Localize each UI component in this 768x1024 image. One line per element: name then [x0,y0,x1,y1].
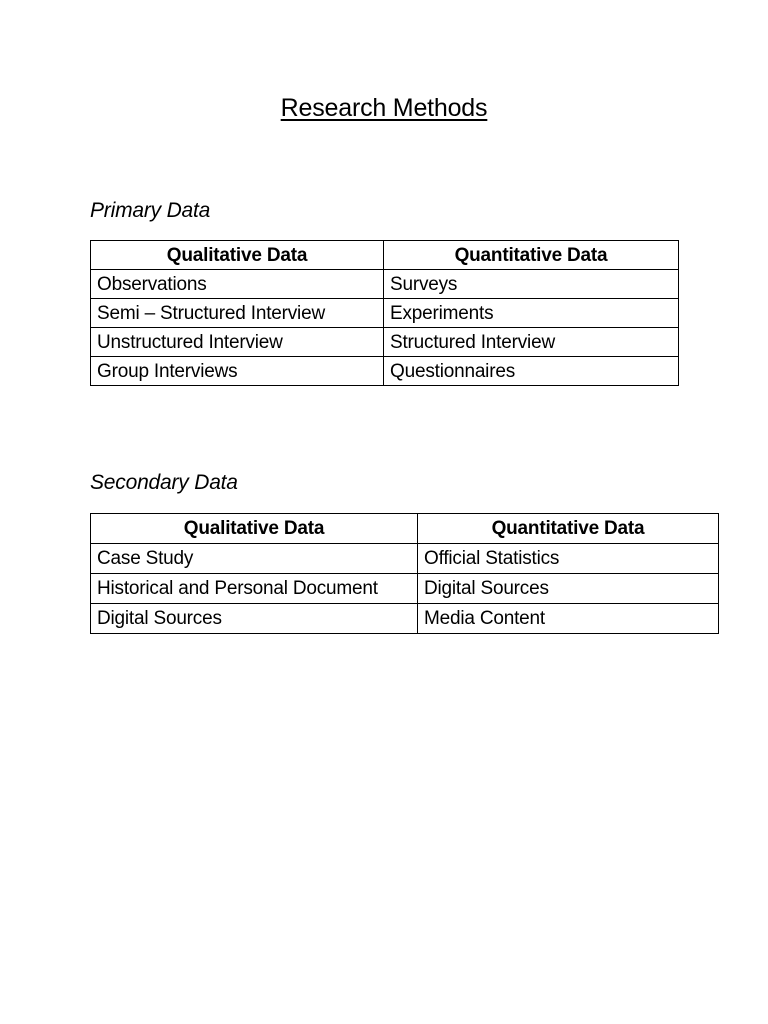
qualitative-cell: Unstructured Interview [91,328,384,357]
quantitative-cell: Experiments [384,299,679,328]
qualitative-cell: Semi – Structured Interview [91,299,384,328]
document-title: Research Methods [280,94,488,122]
qualitative-cell: Observations [91,270,384,299]
quantitative-cell: Surveys [384,270,679,299]
quantitative-cell: Digital Sources [418,574,719,604]
table-row [91,544,719,574]
quantitative-cell: Official Statistics [418,544,719,574]
qualitative-cell: Case Study [91,544,418,574]
column-header-qualitative: Qualitative Data [91,241,384,270]
table-row [91,574,719,604]
qualitative-cell: Digital Sources [91,604,418,634]
table-header-row [91,514,719,544]
table-header-row [91,241,679,270]
primary-data-table [90,240,679,386]
quantitative-cell: Media Content [418,604,719,634]
quantitative-cell: Structured Interview [384,328,679,357]
secondary-data-heading: Secondary Data [90,471,238,494]
column-header-quantitative: Quantitative Data [384,241,679,270]
column-header-qualitative: Qualitative Data [91,514,418,544]
secondary-data-table [90,513,719,634]
qualitative-cell: Group Interviews [91,357,384,386]
quantitative-cell: Questionnaires [384,357,679,386]
table-row [91,604,719,634]
table-row [91,328,679,357]
table-row [91,270,679,299]
column-header-quantitative: Quantitative Data [418,514,719,544]
qualitative-cell: Historical and Personal Document [91,574,418,604]
table-row [91,299,679,328]
primary-data-heading: Primary Data [90,199,211,222]
table-row [91,357,679,386]
